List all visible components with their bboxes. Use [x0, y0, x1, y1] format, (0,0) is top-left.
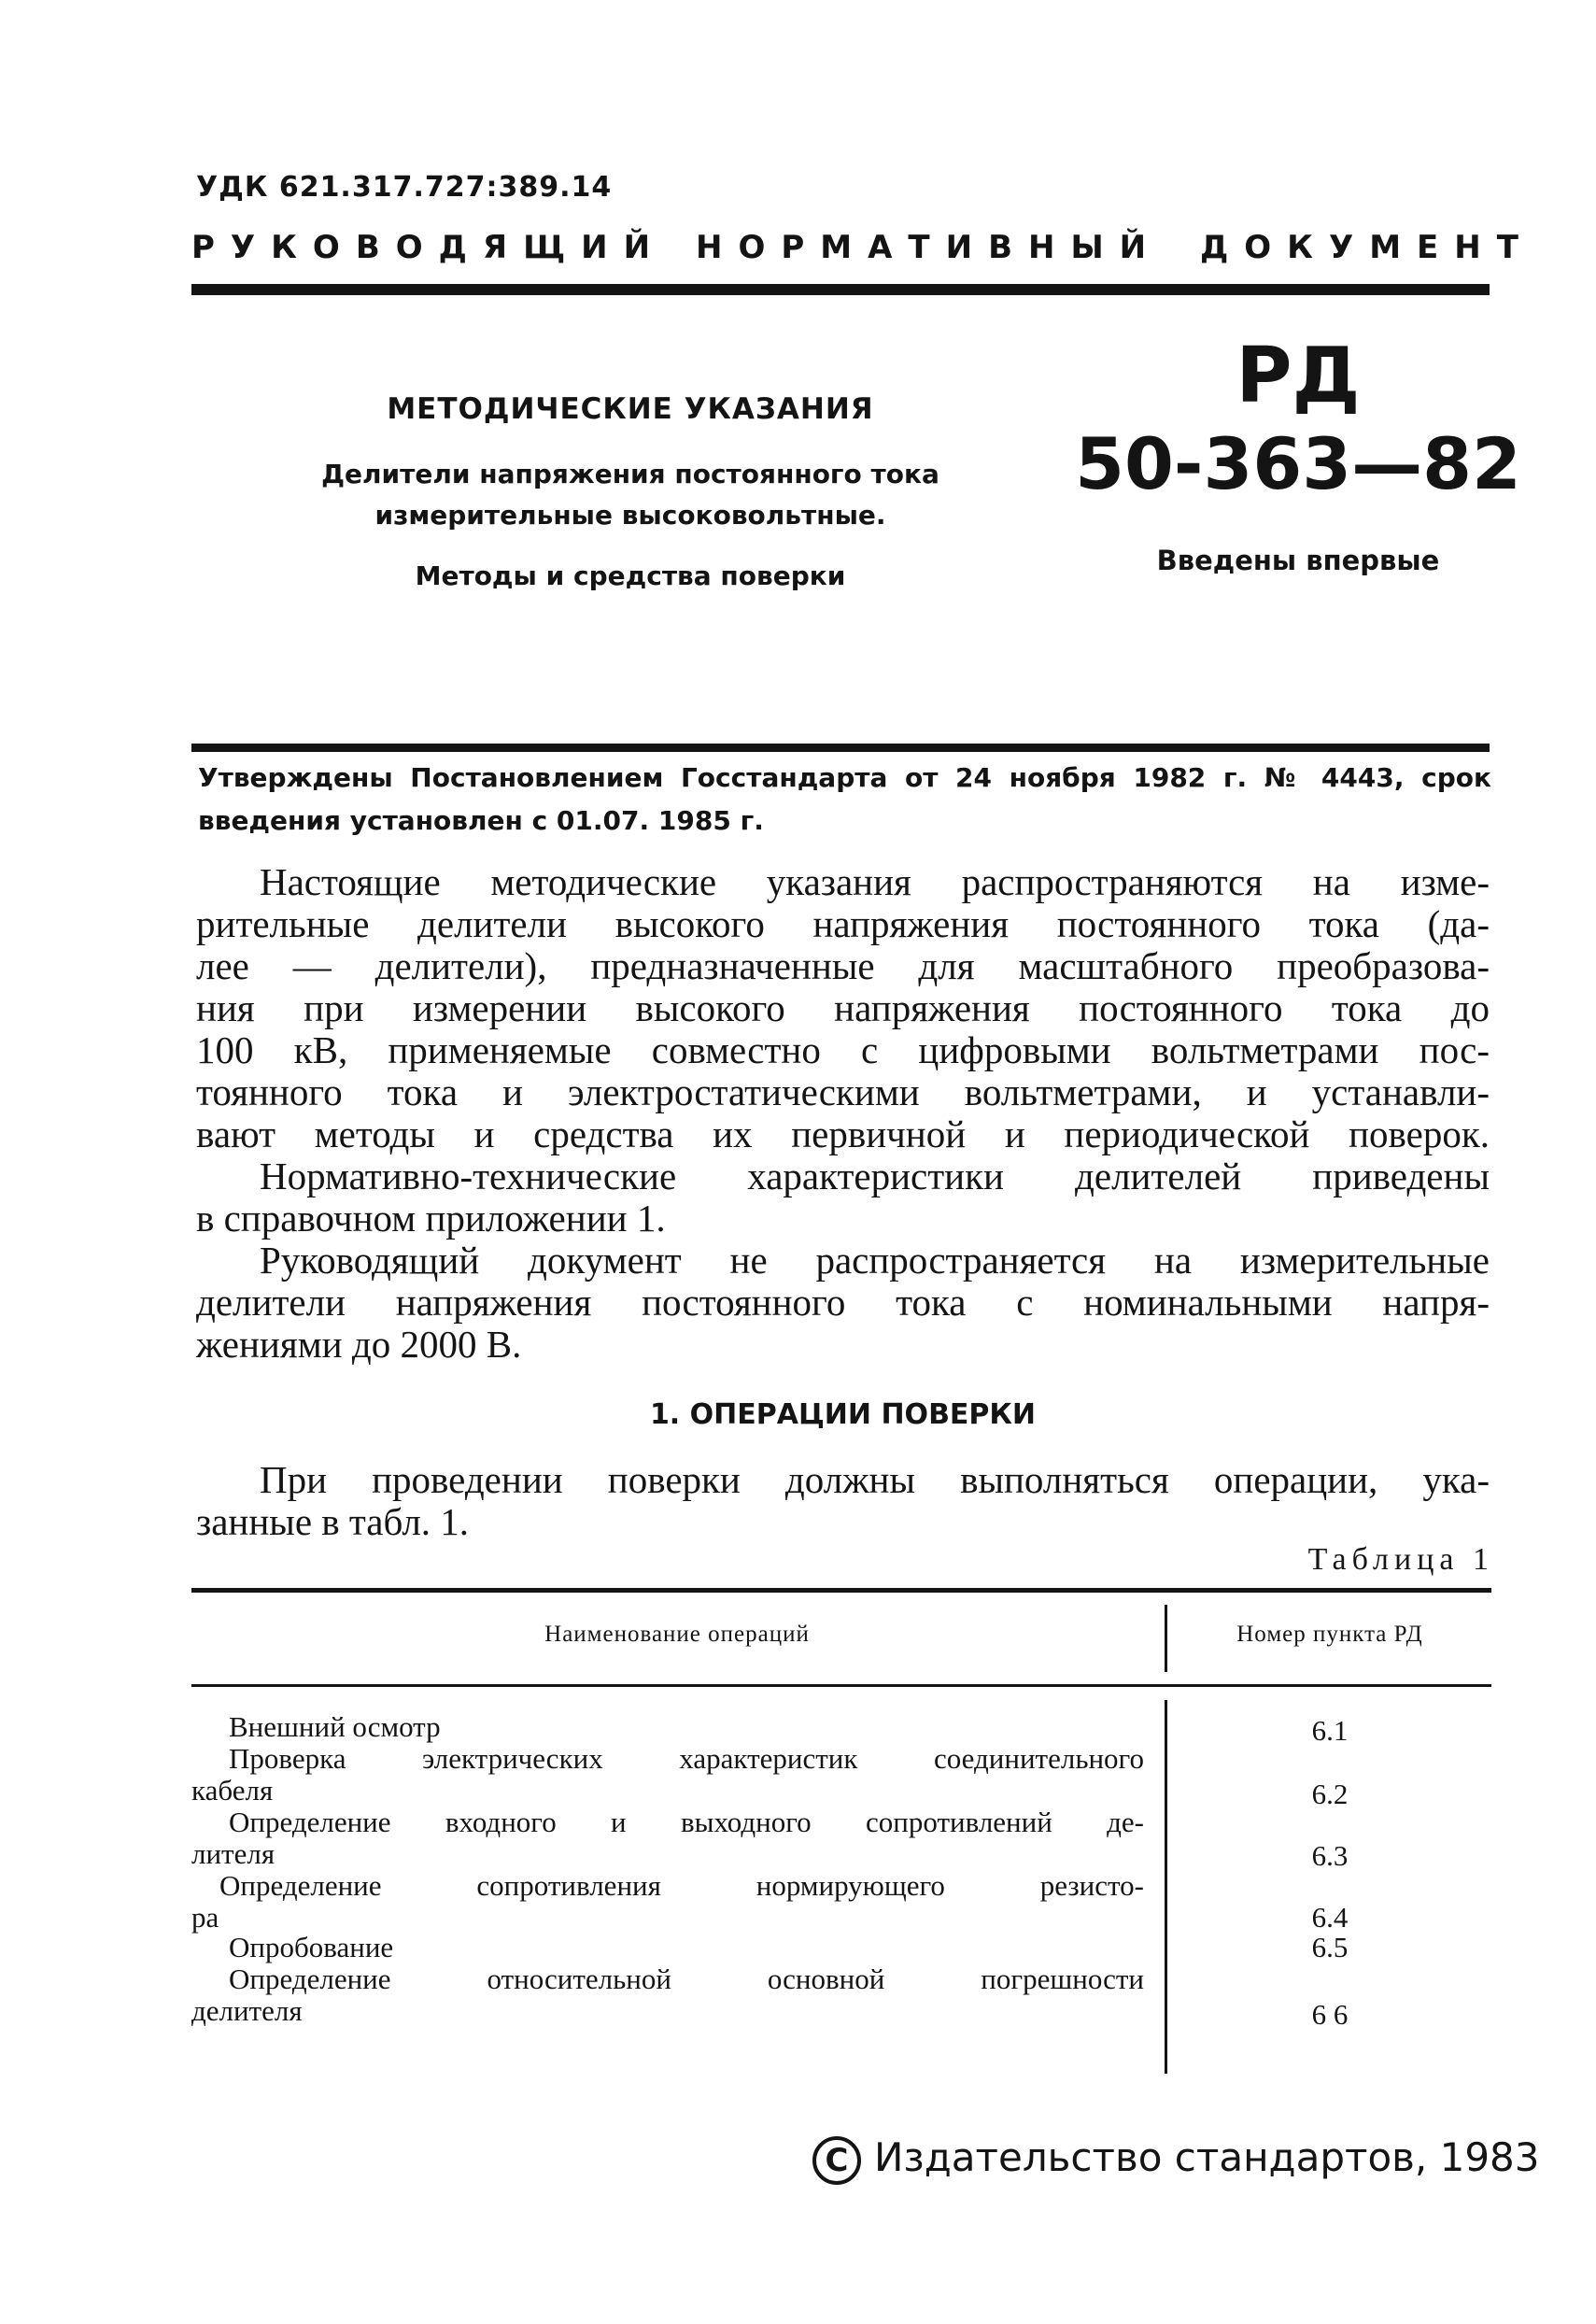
- intro-line: ния при измерении высокого напряжения постоянного тока до: [196, 986, 1490, 1029]
- banner-word-1: РУКОВОДЯЩИЙ: [191, 229, 667, 266]
- table-cell-number: 6.3: [1311, 1839, 1349, 1872]
- table-cell-name: [191, 1870, 1144, 1934]
- table-caption: Таблица 1: [1307, 1542, 1494, 1577]
- intro-line: рительные делители высокого напряжения постоянного тока (да-: [196, 902, 1490, 945]
- row-line: Определение сопротивления нормирующего резисто-: [219, 1869, 1144, 1902]
- section-text-line-2: занные в табл. 1.: [196, 1500, 470, 1543]
- table-cell-number: 6.4: [1311, 1901, 1349, 1934]
- intro-line: тоянного тока и электростатическими вольтметрами, и устанавли-: [196, 1070, 1490, 1113]
- intro-line: жениями до 2000 В.: [196, 1323, 522, 1366]
- intro-line: делители напряжения постоянного тока с номинальными напря-: [196, 1281, 1490, 1324]
- row-line: кабеля: [191, 1774, 274, 1807]
- intro-line: лее — делители), предназначенные для масштабного преобразова-: [196, 944, 1490, 987]
- intro-line: вают методы и средства их первичной и периодической поверок.: [196, 1112, 1490, 1155]
- approval-line-2: введения установлен с 01.07. 1985 г.: [198, 805, 764, 836]
- intro-line: 100 кВ, применяемые совместно с цифровыми вольтметрами пос-: [196, 1028, 1490, 1071]
- document-subtitle-line-3: Методы и средства поверки: [415, 560, 846, 591]
- copyright-icon: C: [812, 2136, 861, 2185]
- table-header-number: Номер пункта РД: [1236, 1622, 1423, 1647]
- row-line: Определение относительной основной погрешности: [229, 1963, 1144, 1995]
- table-top-rule: [191, 1588, 1491, 1593]
- document-code-number: 50-363—82: [1075, 422, 1521, 505]
- introduction-note: Введены впервые: [1156, 545, 1440, 576]
- row-line: делителя: [191, 1994, 303, 2027]
- copyright-line: [812, 2134, 1540, 2185]
- operations-table: [191, 1588, 1491, 2111]
- document-title: МЕТОДИЧЕСКИЕ УКАЗАНИЯ: [387, 392, 874, 426]
- table-header-divider: [1165, 1605, 1167, 1672]
- title-block: [243, 392, 1018, 591]
- copyright-text: Издательство стандартов, 1983: [874, 2134, 1540, 2180]
- table-cell-number: 6.2: [1311, 1778, 1349, 1810]
- table-body-divider: [1165, 1700, 1167, 2074]
- intro-line: Нормативно-технические характеристики делителей приведены: [260, 1155, 1490, 1197]
- intro-paragraphs: [196, 861, 1490, 1366]
- section-heading: 1. ОПЕРАЦИИ ПОВЕРКИ: [649, 1398, 1037, 1431]
- table-header-name: Наименование операций: [544, 1622, 810, 1647]
- approval-line-1: Утверждены Постановлением Госстандарта от 24 ноября 1982 г. № 4443, срок: [198, 762, 1491, 793]
- row-line: Внешний осмотр: [229, 1710, 441, 1743]
- table-header-rule: [191, 1684, 1491, 1687]
- udk-code: УДК 621.317.727:389.14: [196, 171, 613, 204]
- table-cell-number: 6.5: [1311, 1931, 1349, 1963]
- row-line: Проверка электрических характеристик соединительного: [229, 1742, 1144, 1775]
- section-text-line-1: При проведении поверки должны выполняться операции, ука-: [260, 1458, 1490, 1501]
- section-text: [196, 1459, 1490, 1543]
- header-rule: [191, 284, 1490, 295]
- approval-statement: [198, 747, 1491, 843]
- table-cell-name: [191, 1807, 1144, 1870]
- table-cell-number: 6 6: [1311, 1998, 1349, 2031]
- row-line: Определение входного и выходного сопротивлений де-: [229, 1806, 1144, 1838]
- intro-line: Настоящие методические указания распространяются на изме-: [260, 860, 1490, 903]
- row-line: Опробование: [229, 1931, 394, 1963]
- table-cell-name: [191, 1711, 1144, 1743]
- document-code-label: РД: [1236, 332, 1361, 420]
- intro-line: в справочном приложении 1.: [196, 1197, 666, 1240]
- table-cell-name: [191, 1743, 1144, 1807]
- document-subtitle-line-2: измерительные высоковольтные.: [374, 500, 886, 531]
- banner-word-3: ДОКУМЕНТ: [1200, 229, 1534, 266]
- document-subtitle-line-1: Делители напряжения постоянного тока: [321, 459, 939, 489]
- table-cell-name: [191, 1963, 1144, 2027]
- table-cell-number: 6.1: [1311, 1714, 1349, 1747]
- document-code-block: [1065, 332, 1532, 576]
- banner-word-2: НОРМАТИВНЫЙ: [696, 229, 1163, 266]
- intro-line: Руководящий документ не распространяется на измерительные: [260, 1239, 1490, 1282]
- table-cell-name: [191, 1932, 1144, 1963]
- row-line: лителя: [191, 1837, 275, 1870]
- row-line: ра: [191, 1901, 219, 1934]
- document-type-banner: [191, 229, 1534, 276]
